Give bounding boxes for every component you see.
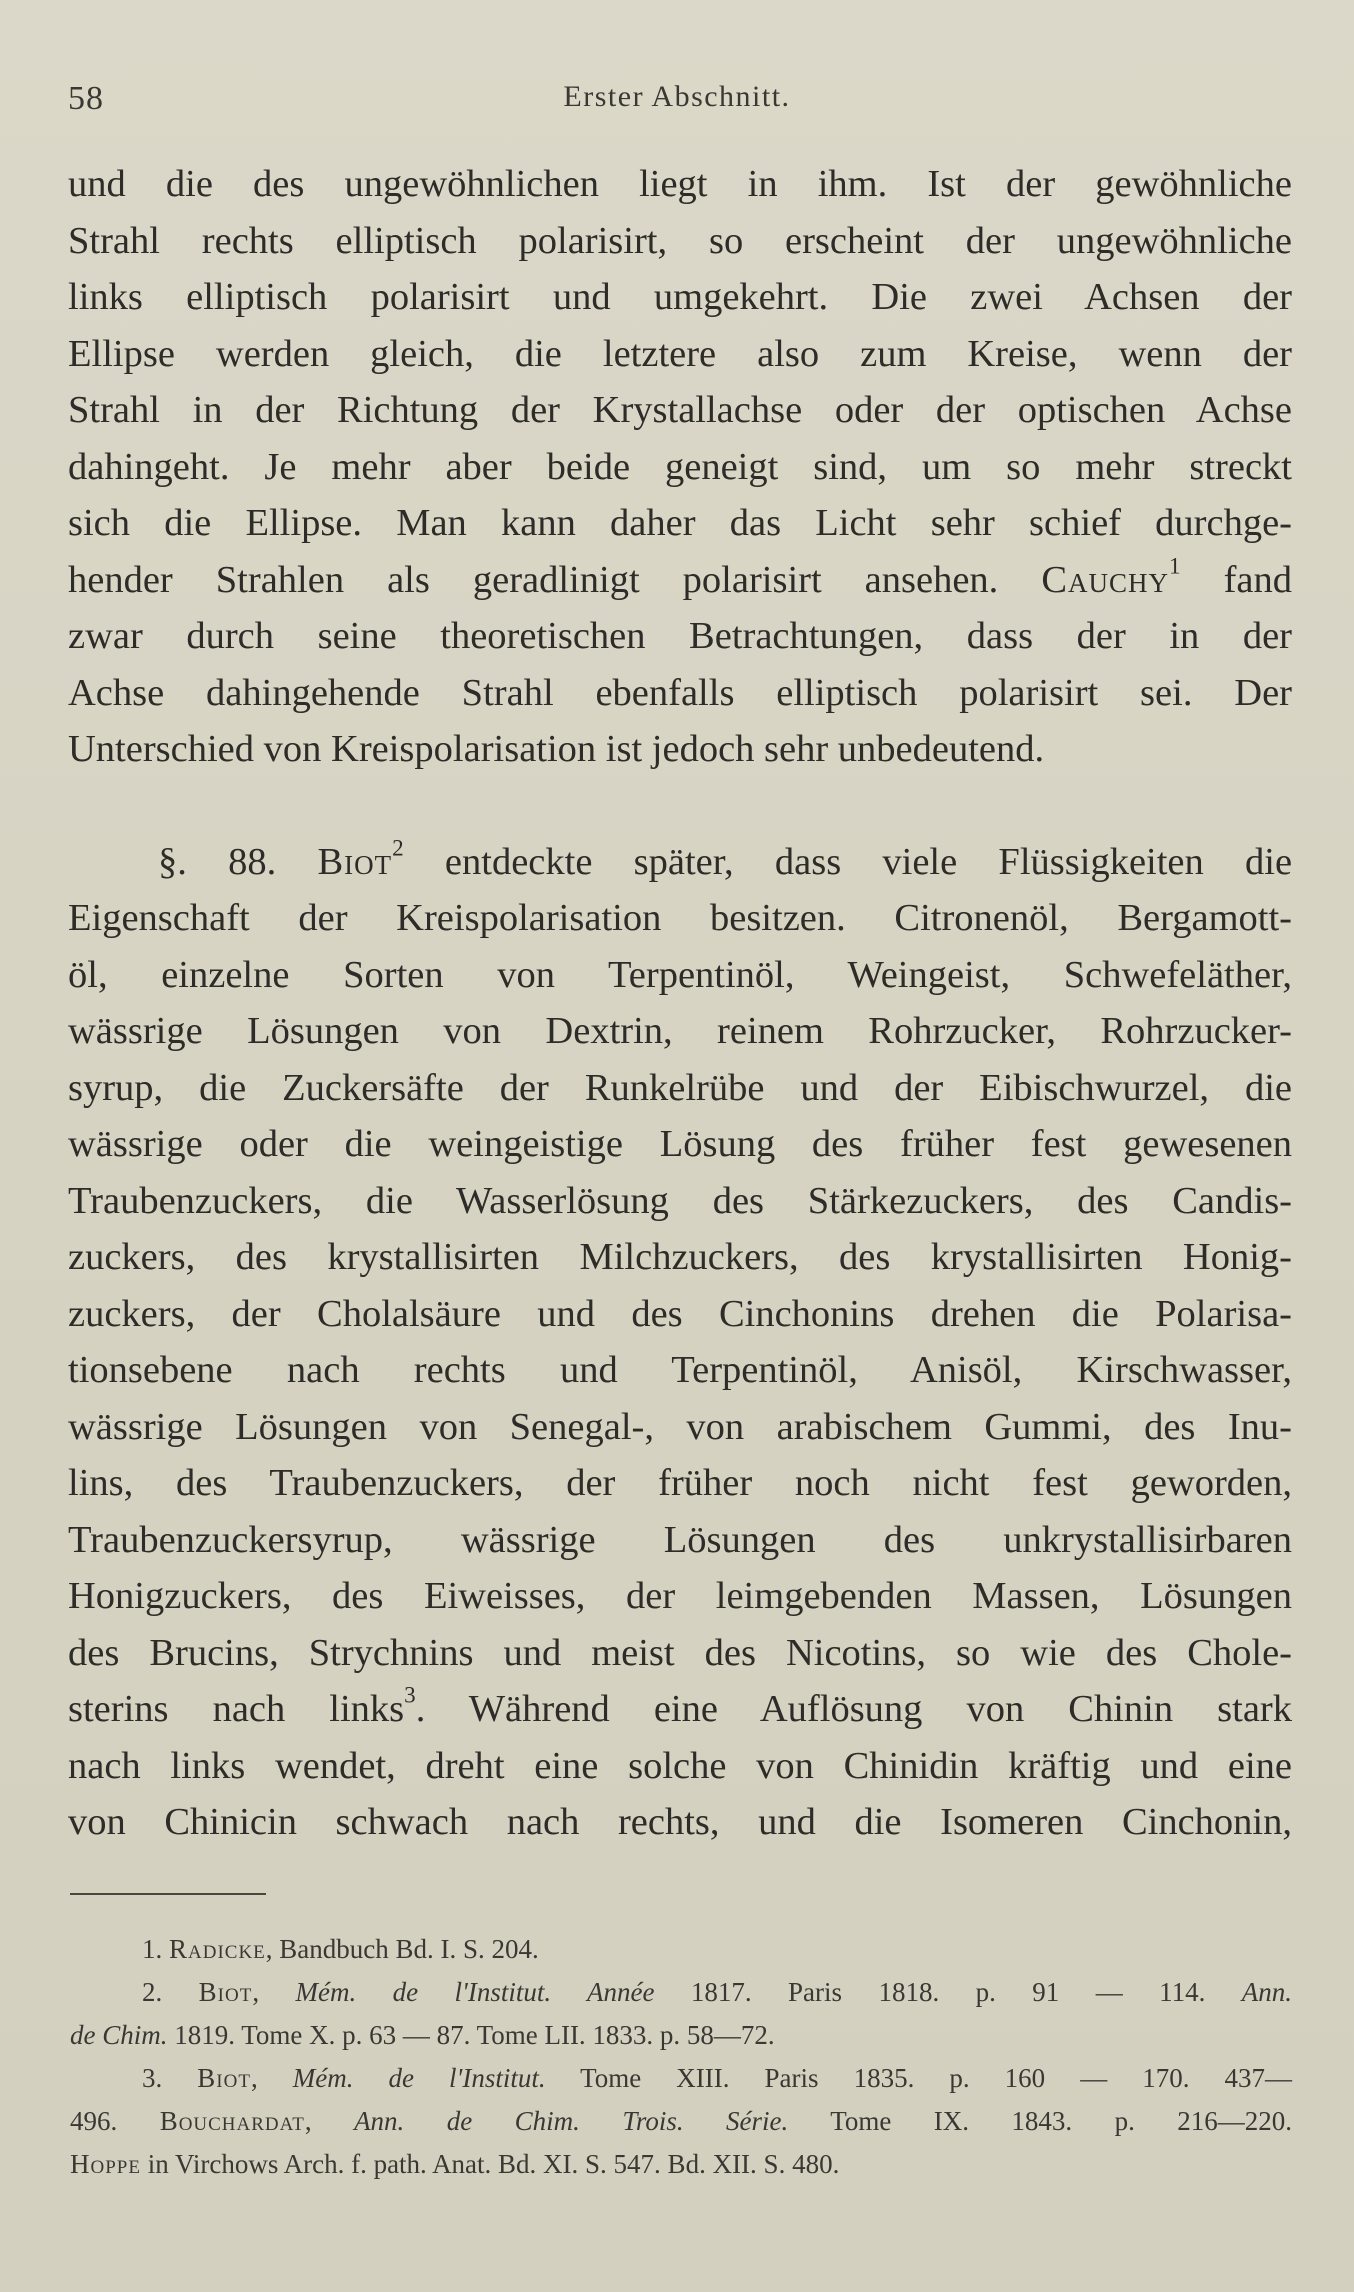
text-line: Strahl in der Richtung der Krystallachse oder der optischen Achse	[68, 389, 1292, 431]
footnote-sep: ,	[250, 2063, 293, 2093]
footnote-number: 3.	[142, 2063, 163, 2093]
text-line: Unterschied von Kreispolarisation ist jedoch sehr unbedeutend.	[68, 728, 1045, 770]
footnote-sep: ,	[304, 2106, 355, 2136]
text-segment: entdeckte später, dass viele Flüssigkeiten die	[444, 840, 1293, 883]
footnote-author: Biot	[197, 2063, 251, 2093]
running-head: Erster Abschnitt.	[563, 80, 791, 113]
text-line: des Brucins, Strychnins und meist des Nicotins, so wie des Chole-	[68, 1631, 1292, 1674]
body-text	[68, 156, 1292, 1851]
text-line: von Chinicin schwach nach rechts, und die Isomeren Cinchonin,	[68, 1801, 1292, 1843]
text-line: zuckers, des krystallisirten Milchzuckers, des krystallisirten Honig-	[68, 1236, 1292, 1278]
footnote-sep: ,	[252, 1977, 296, 2007]
text-line: syrup, die Zuckersäfte der Runkelrübe und der Eibischwurzel, die	[68, 1066, 1292, 1109]
paragraph-gap	[68, 778, 1292, 834]
author-name-cauchy: Cauchy	[1041, 558, 1170, 601]
footnote-2-cont	[70, 2014, 1292, 2057]
footnote-author: Radicke	[169, 1934, 266, 1964]
footnote-journal: Ann. de Chim. Trois. Série.	[354, 2106, 789, 2136]
text-line	[68, 1681, 1292, 1738]
text-line: nach links wendet, dreht eine solche von Chinidin kräftig und eine	[68, 1744, 1292, 1787]
footnote-3-cont	[70, 2100, 1292, 2143]
footnote-journal: Mém. de l'Institut.	[292, 2063, 546, 2093]
footnote-text: , Bandbuch Bd. I. S. 204.	[265, 1934, 539, 1964]
footnotes	[70, 1928, 1292, 2186]
footnote-text: Tome XIII. Paris 1835. p. 160 — 170. 437—	[545, 2063, 1293, 2093]
footnote-author: Hoppe	[70, 2149, 141, 2179]
footnote-number: 2.	[142, 1977, 163, 2007]
text-line: links elliptisch polarisirt und umgekehrt. Die zwei Achsen der	[68, 276, 1292, 318]
footnote-text: 1817. Paris 1818. p. 91 — 114.	[654, 1977, 1206, 2007]
footnote-number: 1.	[142, 1934, 163, 1964]
footnote-ref-1[interactable]: 1	[1169, 552, 1181, 579]
text-line: sich die Ellipse. Man kann daher das Licht sehr schief durchge-	[68, 502, 1292, 544]
text-line	[68, 552, 1292, 609]
text-line: zuckers, der Cholalsäure und des Cinchonins drehen die Polarisa-	[68, 1292, 1292, 1335]
text-line: Achse dahingehende Strahl ebenfalls elliptisch polarisirt sei. Der	[68, 671, 1292, 714]
footnote-1	[70, 1928, 1292, 1971]
footnote-journal: de Chim.	[70, 2020, 168, 2050]
text-segment: fand	[1223, 558, 1292, 601]
text-line: öl, einzelne Sorten von Terpentinöl, Weingeist, Schwefeläther,	[68, 953, 1292, 996]
author-name-biot: Biot	[317, 840, 393, 883]
text-line: tionsebene nach rechts und Terpentinöl, Anisöl, Kirschwasser,	[68, 1349, 1292, 1391]
footnote-text: 1819. Tome X. p. 63 — 87. Tome LII. 1833. p. 58—72.	[167, 2020, 775, 2050]
text-line: dahingeht. Je mehr aber beide geneigt sind, um so mehr streckt	[68, 445, 1292, 488]
footnote-text: in Virchows Arch. f. path. Anat. Bd. XI. S. 547. Bd. XII. S. 480.	[140, 2149, 840, 2179]
footnote-author: Bouchardat	[159, 2106, 305, 2136]
text-segment: sterins nach links	[68, 1688, 405, 1730]
text-line: Traubenzuckersyrup, wässrige Lösungen des unkrystallisirbaren	[68, 1518, 1292, 1561]
text-line: Ellipse werden gleich, die letztere also zum Kreise, wenn der	[68, 332, 1292, 375]
footnote-journal: Mém. de l'Institut. Année	[295, 1977, 655, 2007]
text-line: und die des ungewöhnlichen liegt in ihm. Ist der gewöhnliche	[68, 163, 1292, 205]
footnote-journal: Ann.	[1241, 1977, 1293, 2007]
text-segment: . Während eine Auflösung von Chinin stark	[415, 1688, 1292, 1730]
footnote-ref-2[interactable]: 2	[392, 834, 404, 861]
footnote-rule	[70, 1893, 266, 1895]
text-line: wässrige Lösungen von Dextrin, reinem Rohrzucker, Rohrzucker-	[68, 1010, 1292, 1052]
section-mark: §. 88.	[158, 840, 277, 883]
text-line: Traubenzuckers, die Wasserlösung des Stärkezuckers, des Candis-	[68, 1179, 1292, 1222]
footnote-2	[70, 1971, 1292, 2014]
text-line: Eigenschaft der Kreispolarisation besitzen. Citronenöl, Bergamott-	[68, 897, 1292, 939]
text-segment: hender Strahlen als geradlinigt polarisirt ansehen.	[68, 558, 999, 601]
text-line: Honigzuckers, des Eiweisses, der leimgebenden Massen, Lösungen	[68, 1575, 1292, 1617]
footnote-3-cont	[70, 2143, 1292, 2186]
footnote-text: Tome IX. 1843. p. 216—220.	[788, 2106, 1293, 2136]
footnote-3	[70, 2057, 1292, 2100]
text-line: lins, des Traubenzuckers, der früher noch nicht fest geworden,	[68, 1462, 1292, 1504]
text-line: wässrige oder die weingeistige Lösung des früher fest gewesenen	[68, 1123, 1292, 1165]
footnote-ref-3[interactable]: 3	[404, 1681, 416, 1708]
text-line: wässrige Lösungen von Senegal-, von arabischem Gummi, des Inu-	[68, 1405, 1292, 1448]
page-number: 58	[68, 80, 104, 117]
text-line	[68, 834, 1292, 891]
footnote-author: Biot	[198, 1977, 253, 2007]
text-line: Strahl rechts elliptisch polarisirt, so erscheint der ungewöhnliche	[68, 219, 1292, 262]
footnote-text: 496.	[70, 2106, 118, 2136]
text-line: zwar durch seine theoretischen Betrachtungen, dass der in der	[68, 615, 1292, 657]
